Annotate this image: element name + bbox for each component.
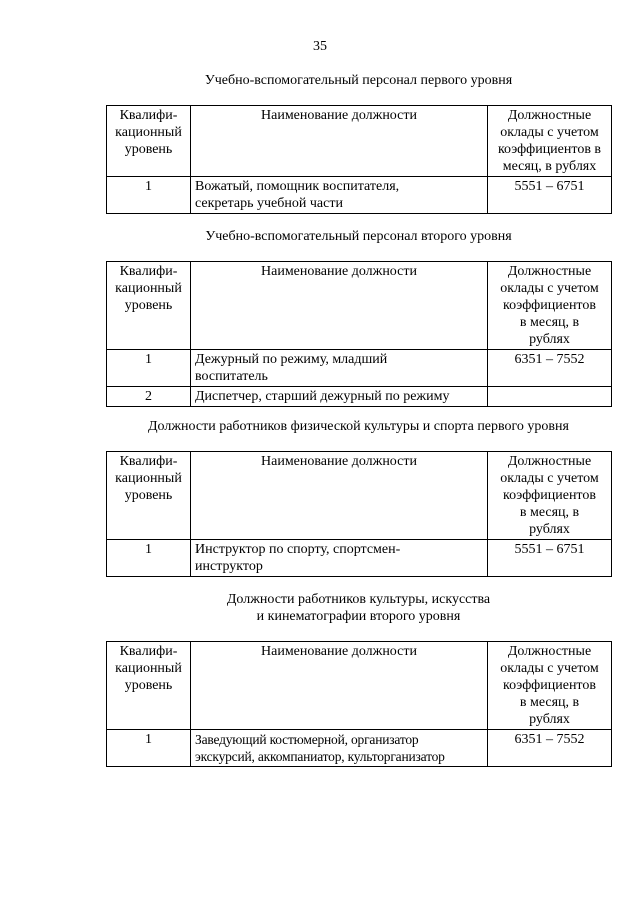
positions-table xyxy=(106,451,612,577)
header-salary: Должностные оклады с учетом коэффициентов в месяц, в рублях xyxy=(488,642,612,730)
positions-table xyxy=(106,261,612,407)
table-header-row xyxy=(107,452,612,540)
table-row xyxy=(107,350,612,387)
header-salary: Должностные оклады с учетом коэффициентов в месяц, в рублях xyxy=(488,262,612,350)
table-row xyxy=(107,387,612,407)
header-level: Квалифи- кационный уровень xyxy=(107,452,191,540)
page-number: 35 xyxy=(313,39,327,54)
cell-salary: 6351 – 7552 xyxy=(488,350,612,387)
section-title: Должности работников культуры, искусства и кинематографии второго уровня xyxy=(226,592,491,624)
header-position-name: Наименование должности xyxy=(191,642,488,730)
table-header-row xyxy=(107,642,612,730)
section-title: Учебно-вспомогательный персонал второго уровня xyxy=(205,229,512,244)
table-row xyxy=(107,540,612,577)
header-position-name: Наименование должности xyxy=(191,262,488,350)
cell-level: 2 xyxy=(107,387,191,407)
header-salary: Должностные оклады с учетом коэффициентов в месяц, в рублях xyxy=(488,452,612,540)
header-level: Квалифи- кационный уровень xyxy=(107,262,191,350)
table-row xyxy=(107,730,612,767)
section-4 xyxy=(106,591,611,767)
cell-level: 1 xyxy=(107,350,191,387)
positions-table xyxy=(106,641,612,767)
cell-position-name: Заведующий костюмерной, организатор экскурсий, аккомпаниатор, культорганизатор xyxy=(191,730,488,767)
section-2 xyxy=(106,228,611,407)
table-header-row xyxy=(107,262,612,350)
table-header-row xyxy=(107,106,612,177)
header-level: Квалифи- кационный уровень xyxy=(107,106,191,177)
cell-salary xyxy=(488,387,612,407)
cell-level: 1 xyxy=(107,177,191,214)
header-salary: Должностные оклады с учетом коэффициентов в месяц, в рублях xyxy=(488,106,612,177)
cell-salary: 5551 – 6751 xyxy=(488,540,612,577)
cell-level: 1 xyxy=(107,730,191,767)
section-title: Учебно-вспомогательный персонал первого уровня xyxy=(204,73,513,88)
cell-salary: 6351 – 7552 xyxy=(488,730,612,767)
positions-table xyxy=(106,105,612,214)
cell-level: 1 xyxy=(107,540,191,577)
section-1 xyxy=(106,72,611,214)
cell-position-name: Дежурный по режиму, младший воспитатель xyxy=(191,350,488,387)
header-position-name: Наименование должности xyxy=(191,452,488,540)
cell-position-name: Диспетчер, старший дежурный по режиму xyxy=(191,387,488,407)
section-3 xyxy=(106,418,611,577)
table-row xyxy=(107,177,612,214)
cell-position-name: Инструктор по спорту, спортсмен- инструктор xyxy=(191,540,488,577)
cell-salary: 5551 – 6751 xyxy=(488,177,612,214)
header-level: Квалифи- кационный уровень xyxy=(107,642,191,730)
section-title: Должности работников физической культуры и спорта первого уровня xyxy=(148,419,569,434)
cell-position-name: Вожатый, помощник воспитателя, секретарь учебной части xyxy=(191,177,488,214)
header-position-name: Наименование должности xyxy=(191,106,488,177)
